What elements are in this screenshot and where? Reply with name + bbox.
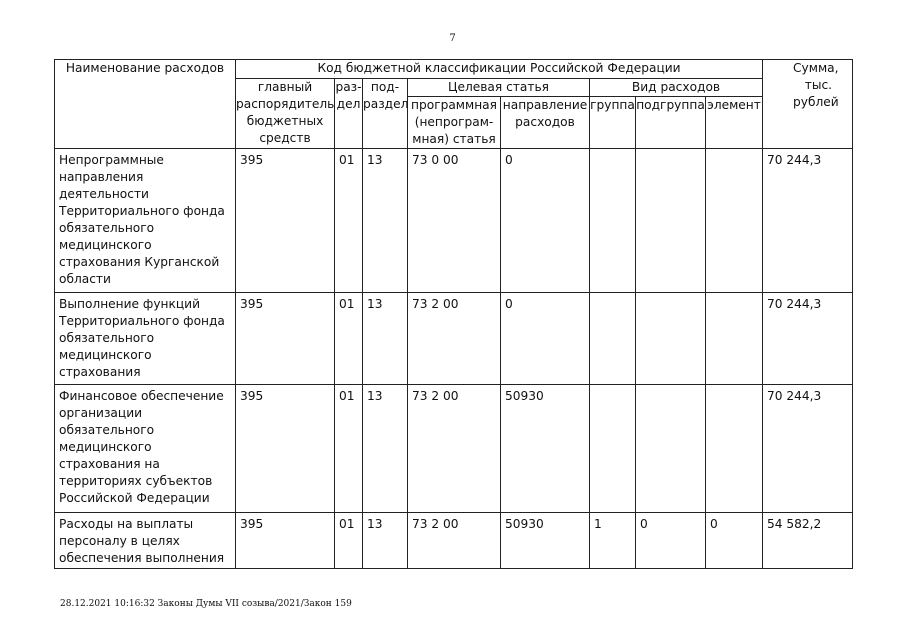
row-sum: 70 244,3 — [763, 293, 853, 385]
header-target-item: Целевая статья — [408, 79, 590, 97]
header-code-group: Код бюджетной классификации Российской Федерации — [236, 60, 763, 79]
row-program: 73 2 00 — [408, 513, 501, 569]
row-section: 01 — [335, 149, 363, 293]
header-group: группа — [590, 97, 636, 149]
header-subgroup: подгруппа — [636, 97, 706, 149]
row-direction: 50930 — [501, 385, 590, 513]
header-expense-type: Вид расходов — [590, 79, 763, 97]
row-sum: 70 244,3 — [763, 149, 853, 293]
header-section: раз-дел — [335, 79, 363, 149]
row-direction: 50930 — [501, 513, 590, 569]
row-subgroup: 0 — [636, 513, 706, 569]
row-subsection: 13 — [363, 513, 408, 569]
row-sum: 70 244,3 — [763, 385, 853, 513]
table-row — [55, 385, 853, 513]
row-element — [706, 385, 763, 513]
header-name: Наименование расходов — [55, 60, 236, 149]
header-subsection: под-раздел — [363, 79, 408, 149]
row-manager: 395 — [236, 293, 335, 385]
header-direction: направление расходов — [501, 97, 590, 149]
row-subgroup — [636, 385, 706, 513]
row-program: 73 0 00 — [408, 149, 501, 293]
document-footer: 28.12.2021 10:16:32 Законы Думы VII созыва/2021/Закон 159 — [60, 599, 352, 609]
header-sum: Сумма, тыс. рублей — [763, 60, 853, 149]
row-direction: 0 — [501, 293, 590, 385]
row-subsection: 13 — [363, 385, 408, 513]
row-group — [590, 385, 636, 513]
row-group — [590, 149, 636, 293]
row-element — [706, 293, 763, 385]
row-sum: 54 582,2 — [763, 513, 853, 569]
row-section: 01 — [335, 385, 363, 513]
row-subgroup — [636, 149, 706, 293]
row-manager: 395 — [236, 385, 335, 513]
row-element: 0 — [706, 513, 763, 569]
row-subsection: 13 — [363, 149, 408, 293]
row-subgroup — [636, 293, 706, 385]
table-row — [55, 513, 853, 569]
row-subsection: 13 — [363, 293, 408, 385]
budget-table — [54, 59, 853, 569]
row-name: Финансовое обеспечение организации обязательного медицинского страхования на территориях субъектов Российской Федерации — [55, 385, 236, 513]
row-manager: 395 — [236, 513, 335, 569]
row-section: 01 — [335, 513, 363, 569]
row-program: 73 2 00 — [408, 293, 501, 385]
row-section: 01 — [335, 293, 363, 385]
page-number: 7 — [449, 33, 456, 44]
row-manager: 395 — [236, 149, 335, 293]
row-program: 73 2 00 — [408, 385, 501, 513]
row-name: Выполнение функций Территориального фонда обязательного медицинского страхования — [55, 293, 236, 385]
header-main-manager: главный распорядитель бюджетных средств — [236, 79, 335, 149]
table-row — [55, 293, 853, 385]
row-group: 1 — [590, 513, 636, 569]
row-element — [706, 149, 763, 293]
header-element: элемент — [706, 97, 763, 149]
row-name: Непрограммные направления деятельности Территориального фонда обязательного медицинского страхования Курганской области — [55, 149, 236, 293]
row-direction: 0 — [501, 149, 590, 293]
row-name: Расходы на выплаты персоналу в целях обеспечения выполнения — [55, 513, 236, 569]
row-group — [590, 293, 636, 385]
table-row — [55, 149, 853, 293]
header-program-item: программная (непрограм-мная) статья — [408, 97, 501, 149]
